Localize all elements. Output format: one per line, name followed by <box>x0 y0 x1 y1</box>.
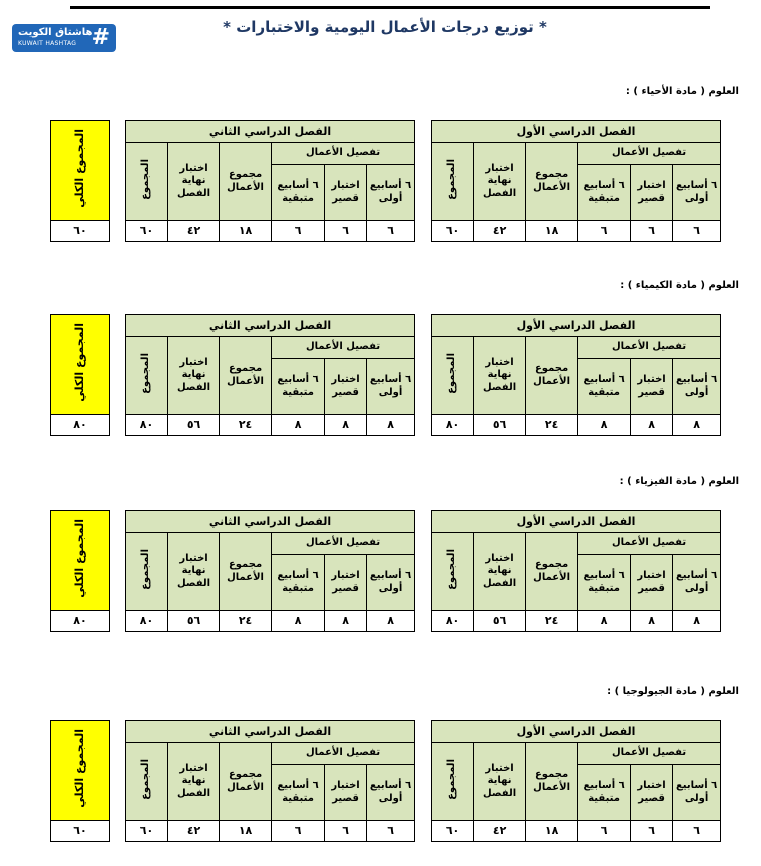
semester-total-label: المجموع <box>140 758 152 800</box>
sem2-table <box>125 510 415 632</box>
final-exam-header: اختبار نهاية الفصل <box>474 743 526 821</box>
works-total-value: ٢٤ <box>220 611 272 632</box>
semester-total-value: ٦٠ <box>432 221 474 242</box>
semester-total-header <box>126 533 168 611</box>
final-exam-header: اختبار نهاية الفصل <box>168 533 220 611</box>
grand-total-header <box>51 121 110 221</box>
works-total-value: ٢٤ <box>220 415 272 436</box>
sem2-table <box>125 314 415 436</box>
grand-total-table <box>50 720 110 842</box>
remaining-weeks-header: ٦ أسابيع متبقية <box>272 359 325 415</box>
grand-total-header <box>51 721 110 821</box>
remaining-weeks-value: ٦ <box>272 821 325 842</box>
semester-total-value: ٨٠ <box>126 611 168 632</box>
works-total-header: مجموع الأعمال <box>220 143 272 221</box>
final-exam-header: اختبار نهاية الفصل <box>168 337 220 415</box>
values-row <box>432 415 721 436</box>
grand-total-value: ٦٠ <box>51 821 110 842</box>
first-weeks-value: ٦ <box>367 221 415 242</box>
short-test-value: ٨ <box>631 415 673 436</box>
short-test-value: ٦ <box>325 221 367 242</box>
remaining-weeks-header: ٦ أسابيع متبقية <box>272 765 325 821</box>
works-total-value: ٢٤ <box>526 611 578 632</box>
short-test-value: ٨ <box>631 611 673 632</box>
first-weeks-header: ٦ أسابيع أولى <box>673 555 721 611</box>
remaining-weeks-value: ٨ <box>272 415 325 436</box>
works-details-header: تفصيل الأعمال <box>272 743 415 765</box>
first-weeks-value: ٨ <box>367 611 415 632</box>
sem2-table <box>125 120 415 242</box>
first-weeks-value: ٦ <box>673 821 721 842</box>
short-test-header: اختبار قصير <box>325 765 367 821</box>
short-test-header: اختبار قصير <box>631 359 673 415</box>
subject-title: العلوم ( مادة الفيزياء ) : <box>619 476 739 487</box>
works-details-header: تفصيل الأعمال <box>272 143 415 165</box>
short-test-value: ٦ <box>631 821 673 842</box>
works-details-header: تفصيل الأعمال <box>578 533 721 555</box>
values-row <box>126 821 415 842</box>
hashtag-icon: # <box>91 25 110 50</box>
first-weeks-header: ٦ أسابيع أولى <box>367 765 415 821</box>
final-exam-value: ٥٦ <box>168 415 220 436</box>
remaining-weeks-value: ٦ <box>272 221 325 242</box>
first-weeks-header: ٦ أسابيع أولى <box>673 165 721 221</box>
values-row <box>126 611 415 632</box>
works-total-header: مجموع الأعمال <box>526 143 578 221</box>
final-exam-header: اختبار نهاية الفصل <box>168 143 220 221</box>
semester-total-label: المجموع <box>446 158 458 200</box>
short-test-value: ٨ <box>325 415 367 436</box>
remaining-weeks-value: ٨ <box>578 611 631 632</box>
sem1-table <box>431 120 721 242</box>
remaining-weeks-header: ٦ أسابيع متبقية <box>578 359 631 415</box>
final-exam-header: اختبار نهاية الفصل <box>474 337 526 415</box>
values-row <box>432 221 721 242</box>
values-row <box>432 821 721 842</box>
remaining-weeks-value: ٨ <box>578 415 631 436</box>
works-total-header: مجموع الأعمال <box>526 533 578 611</box>
values-row <box>126 221 415 242</box>
logo-arabic-text: هاشتاق الكويت <box>18 27 93 38</box>
remaining-weeks-header: ٦ أسابيع متبقية <box>578 165 631 221</box>
sem2-heading: الفصل الدراسي الثاني <box>126 511 415 533</box>
sem2-table <box>125 720 415 842</box>
final-exam-value: ٤٢ <box>168 221 220 242</box>
short-test-header: اختبار قصير <box>325 555 367 611</box>
remaining-weeks-value: ٦ <box>578 221 631 242</box>
works-details-header: تفصيل الأعمال <box>578 143 721 165</box>
works-total-header: مجموع الأعمال <box>220 337 272 415</box>
semester-total-value: ٨٠ <box>126 415 168 436</box>
remaining-weeks-header: ٦ أسابيع متبقية <box>272 165 325 221</box>
grand-total-label: المجموع الكلي <box>73 129 87 208</box>
first-weeks-header: ٦ أسابيع أولى <box>367 359 415 415</box>
semester-total-label: المجموع <box>446 352 458 394</box>
first-weeks-header: ٦ أسابيع أولى <box>673 359 721 415</box>
grand-total-label: المجموع الكلي <box>73 729 87 808</box>
subject-title: العلوم ( مادة الكيمياء ) : <box>620 280 739 291</box>
works-total-header: مجموع الأعمال <box>526 337 578 415</box>
short-test-value: ٨ <box>325 611 367 632</box>
values-row <box>432 611 721 632</box>
final-exam-header: اختبار نهاية الفصل <box>474 143 526 221</box>
final-exam-header: اختبار نهاية الفصل <box>474 533 526 611</box>
sem1-table <box>431 314 721 436</box>
semester-total-value: ٦٠ <box>126 821 168 842</box>
subject-title: العلوم ( مادة الأحياء ) : <box>625 86 739 97</box>
page-title: * توزيع درجات الأعمال اليومية والاختبارات * <box>223 18 547 36</box>
works-total-value: ١٨ <box>220 821 272 842</box>
first-weeks-value: ٨ <box>367 415 415 436</box>
subject-title: العلوم ( مادة الجيولوجيا ) : <box>607 686 739 697</box>
final-exam-value: ٤٢ <box>474 821 526 842</box>
grand-total-value: ٨٠ <box>51 415 110 436</box>
first-weeks-value: ٦ <box>673 221 721 242</box>
semester-total-value: ٦٠ <box>126 221 168 242</box>
works-details-header: تفصيل الأعمال <box>272 337 415 359</box>
final-exam-value: ٤٢ <box>474 221 526 242</box>
brand-logo <box>12 24 116 52</box>
final-exam-value: ٥٦ <box>474 415 526 436</box>
first-weeks-value: ٦ <box>367 821 415 842</box>
semester-total-header <box>432 743 474 821</box>
remaining-weeks-value: ٨ <box>272 611 325 632</box>
works-details-header: تفصيل الأعمال <box>578 337 721 359</box>
first-weeks-value: ٨ <box>673 611 721 632</box>
semester-total-label: المجموع <box>140 548 152 590</box>
works-total-header: مجموع الأعمال <box>220 533 272 611</box>
short-test-header: اختبار قصير <box>631 555 673 611</box>
first-weeks-header: ٦ أسابيع أولى <box>367 165 415 221</box>
remaining-weeks-header: ٦ أسابيع متبقية <box>578 555 631 611</box>
grand-total-table <box>50 510 110 632</box>
short-test-value: ٦ <box>631 221 673 242</box>
final-exam-value: ٥٦ <box>474 611 526 632</box>
works-total-header: مجموع الأعمال <box>526 743 578 821</box>
semester-total-value: ٨٠ <box>432 415 474 436</box>
grand-total-header <box>51 315 110 415</box>
grand-total-label: المجموع الكلي <box>73 519 87 598</box>
remaining-weeks-value: ٦ <box>578 821 631 842</box>
semester-total-header <box>126 143 168 221</box>
works-total-value: ١٨ <box>526 821 578 842</box>
works-total-value: ١٨ <box>526 221 578 242</box>
grand-total-header <box>51 511 110 611</box>
semester-total-header <box>126 743 168 821</box>
sem1-heading: الفصل الدراسي الأول <box>432 721 721 743</box>
semester-total-header <box>432 143 474 221</box>
sem1-table <box>431 510 721 632</box>
final-exam-header: اختبار نهاية الفصل <box>168 743 220 821</box>
sem1-heading: الفصل الدراسي الأول <box>432 121 721 143</box>
short-test-header: اختبار قصير <box>631 165 673 221</box>
semester-total-label: المجموع <box>446 758 458 800</box>
works-total-value: ١٨ <box>220 221 272 242</box>
works-total-header: مجموع الأعمال <box>220 743 272 821</box>
works-details-header: تفصيل الأعمال <box>272 533 415 555</box>
works-total-value: ٢٤ <box>526 415 578 436</box>
grand-total-label: المجموع الكلي <box>73 323 87 402</box>
semester-total-header <box>432 533 474 611</box>
grand-total-table <box>50 314 110 436</box>
semester-total-header <box>126 337 168 415</box>
top-rule <box>70 6 710 9</box>
logo-english-text: KUWAIT HASHTAG <box>18 40 77 47</box>
sem2-heading: الفصل الدراسي الثاني <box>126 121 415 143</box>
grand-total-value: ٦٠ <box>51 221 110 242</box>
semester-total-value: ٦٠ <box>432 821 474 842</box>
sem1-heading: الفصل الدراسي الأول <box>432 315 721 337</box>
first-weeks-header: ٦ أسابيع أولى <box>367 555 415 611</box>
semester-total-header <box>432 337 474 415</box>
grand-total-value: ٨٠ <box>51 611 110 632</box>
semester-total-label: المجموع <box>140 352 152 394</box>
semester-total-value: ٨٠ <box>432 611 474 632</box>
short-test-value: ٦ <box>325 821 367 842</box>
remaining-weeks-header: ٦ أسابيع متبقية <box>578 765 631 821</box>
short-test-header: اختبار قصير <box>325 165 367 221</box>
semester-total-label: المجموع <box>140 158 152 200</box>
sem1-heading: الفصل الدراسي الأول <box>432 511 721 533</box>
works-details-header: تفصيل الأعمال <box>578 743 721 765</box>
grand-total-table <box>50 120 110 242</box>
sem1-table <box>431 720 721 842</box>
short-test-header: اختبار قصير <box>325 359 367 415</box>
first-weeks-value: ٨ <box>673 415 721 436</box>
values-row <box>126 415 415 436</box>
final-exam-value: ٤٢ <box>168 821 220 842</box>
final-exam-value: ٥٦ <box>168 611 220 632</box>
sem2-heading: الفصل الدراسي الثاني <box>126 721 415 743</box>
semester-total-label: المجموع <box>446 548 458 590</box>
first-weeks-header: ٦ أسابيع أولى <box>673 765 721 821</box>
short-test-header: اختبار قصير <box>631 765 673 821</box>
sem2-heading: الفصل الدراسي الثاني <box>126 315 415 337</box>
remaining-weeks-header: ٦ أسابيع متبقية <box>272 555 325 611</box>
